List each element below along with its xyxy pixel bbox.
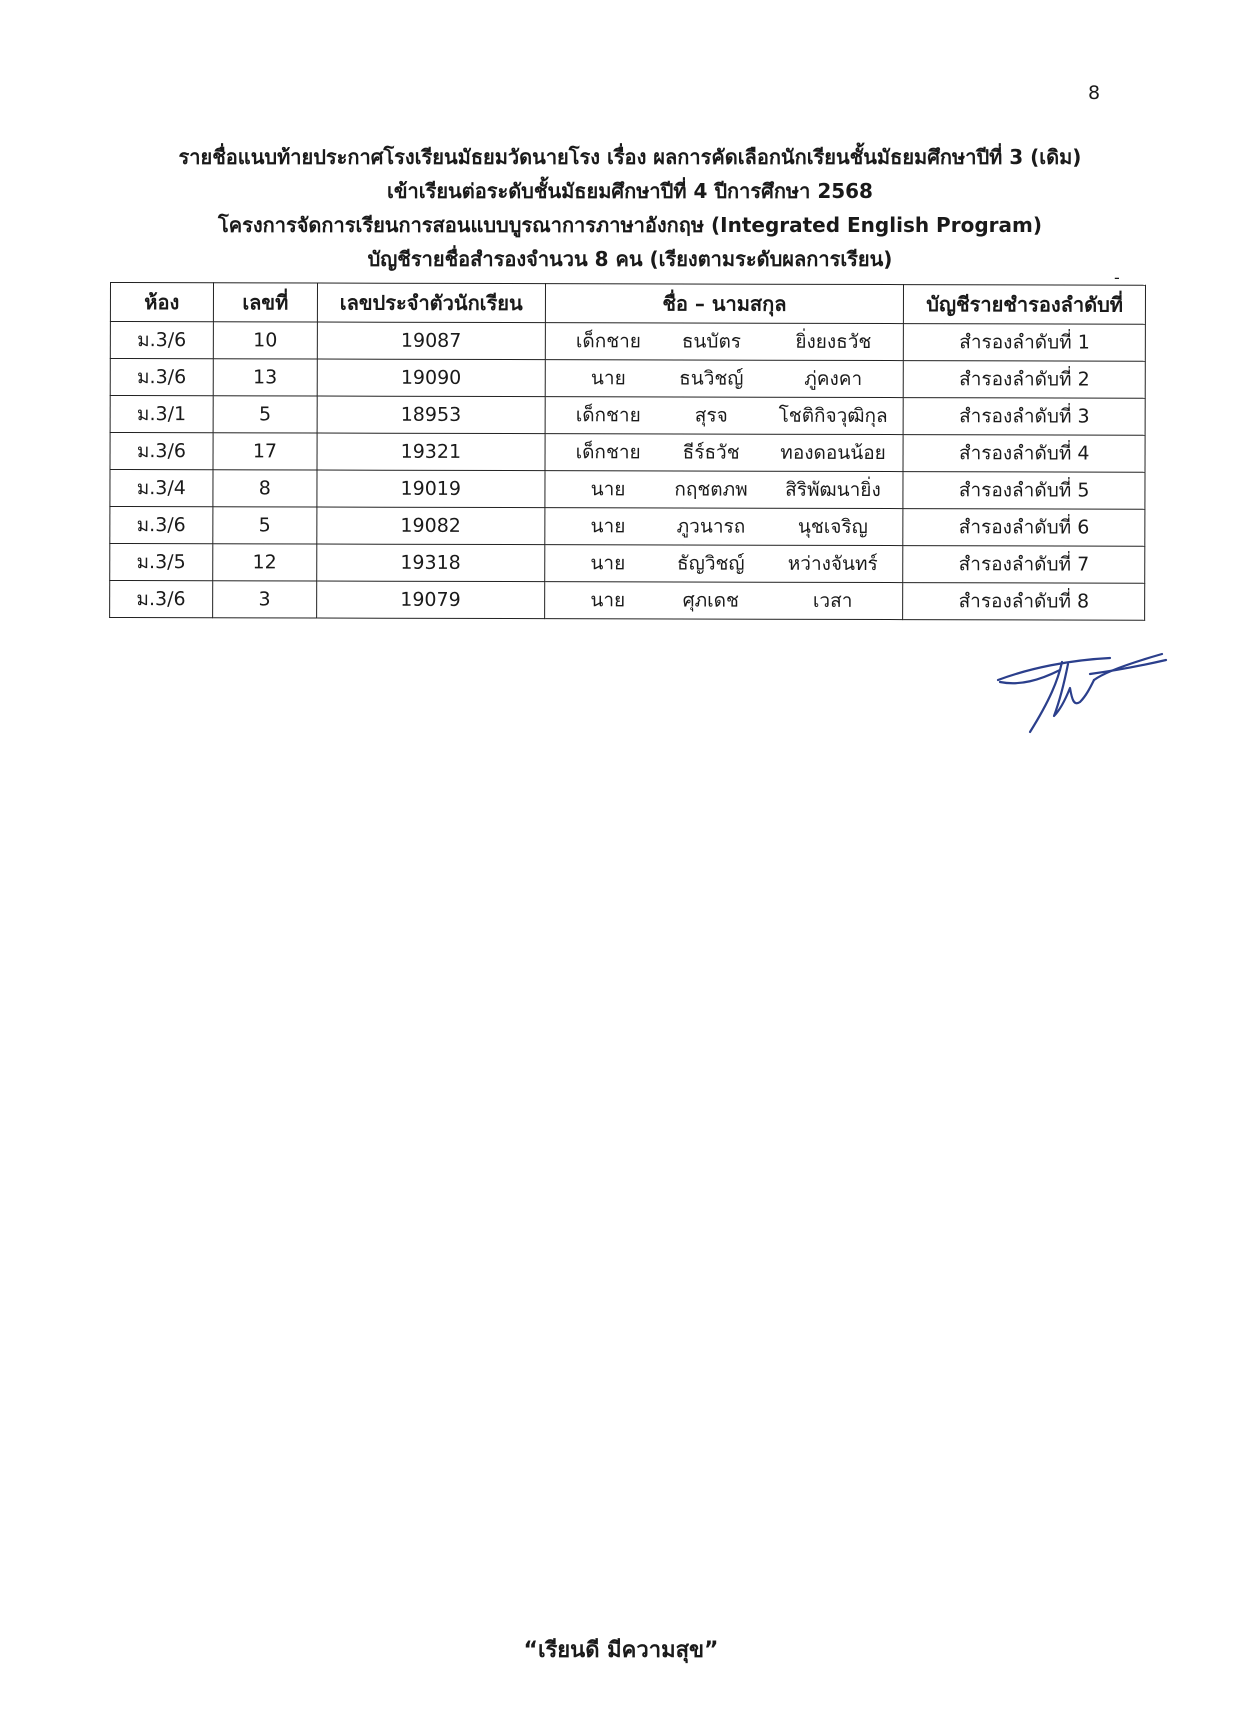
name-title: นาย — [590, 367, 626, 390]
table-row — [110, 322, 1145, 362]
table-row — [110, 544, 1145, 584]
header-room: ห้อง — [110, 283, 213, 322]
header-number: เลขที่ — [213, 283, 317, 322]
name-last: ยิ่งยงธวัช — [795, 330, 872, 353]
signature-mark — [990, 640, 1170, 740]
name-first: ธนวิชญ์ — [679, 367, 744, 390]
cell-student-id: 19082 — [317, 507, 545, 545]
cell-number: 5 — [213, 507, 317, 544]
cell-room: ม.3/4 — [110, 470, 213, 507]
cell-name — [545, 471, 904, 509]
name-first: ธีร์ธวัช — [682, 441, 740, 464]
name-last: โชติกิจวุฒิกุล — [778, 404, 888, 428]
cell-name — [544, 545, 903, 583]
cell-room: ม.3/6 — [110, 581, 213, 618]
cell-student-id: 19079 — [317, 581, 545, 619]
cell-rank: สำรองลำดับที่ 5 — [903, 472, 1145, 510]
name-title: เด็กชาย — [575, 330, 641, 353]
cell-name — [545, 323, 904, 361]
name-title: นาย — [590, 478, 626, 501]
name-first: สุรจ — [694, 404, 728, 427]
cell-rank: สำรองลำดับที่ 2 — [904, 361, 1146, 399]
cell-rank: สำรองลำดับที่ 6 — [903, 509, 1145, 547]
heading-line-1: รายชื่อแนบท้ายประกาศโรงเรียนมัธยมวัดนายโรง เรื่อง ผลการคัดเลือกนักเรียนชั้นมัธยมศึกษาปีที่ 3 (เดิม) — [178, 145, 1082, 169]
heading-line-4: บัญชีรายชื่อสำรองจำนวน 8 คน (เรียงตามระดับผลการเรียน) — [367, 247, 893, 271]
name-first: กฤชตภพ — [674, 478, 748, 501]
cell-rank: สำรองลำดับที่ 8 — [903, 583, 1145, 621]
signature — [990, 640, 1170, 744]
name-last: ทองดอนน้อย — [780, 441, 886, 465]
table-row — [110, 581, 1145, 621]
heading-line-3: โครงการจัดการเรียนการสอนแบบบูรณาการภาษาอังกฤษ (Integrated English Program) — [218, 213, 1042, 237]
table-header-row — [110, 283, 1145, 325]
cell-name — [544, 582, 903, 620]
name-title: เด็กชาย — [575, 404, 641, 427]
cell-name — [545, 360, 904, 398]
cell-room: ม.3/1 — [110, 396, 213, 433]
cell-room: ม.3/6 — [110, 433, 213, 470]
name-first: ภูวนารถ — [676, 515, 746, 538]
cell-number: 17 — [213, 433, 317, 470]
cell-room: ม.3/5 — [110, 544, 213, 581]
cell-room: ม.3/6 — [110, 359, 213, 396]
cell-student-id: 19090 — [317, 359, 545, 397]
cell-number: 10 — [213, 322, 317, 359]
cell-name — [545, 434, 904, 472]
cell-rank: สำรองลำดับที่ 1 — [904, 324, 1146, 362]
cell-student-id: 18953 — [317, 396, 545, 434]
table-row — [110, 507, 1145, 547]
cell-rank: สำรองลำดับที่ 4 — [903, 435, 1145, 473]
name-last: ภู่คงคา — [804, 367, 863, 390]
cell-room: ม.3/6 — [110, 507, 213, 544]
dash-mark: - — [1114, 268, 1120, 287]
cell-rank: สำรองลำดับที่ 3 — [904, 398, 1146, 436]
name-last: หว่างจันทร์ — [787, 552, 878, 576]
table-row — [110, 433, 1145, 473]
name-title: นาย — [590, 552, 626, 575]
cell-rank: สำรองลำดับที่ 7 — [903, 546, 1145, 584]
cell-student-id: 19318 — [317, 544, 545, 582]
table-body — [110, 322, 1146, 621]
cell-number: 5 — [213, 396, 317, 433]
header-student-id: เลขประจำตัวนักเรียน — [317, 283, 545, 323]
name-first: ธัญวิชญ์ — [677, 552, 745, 575]
table-row — [110, 470, 1145, 510]
cell-name — [545, 397, 904, 435]
header-name: ชื่อ – นามสกุล — [545, 284, 904, 324]
name-title: นาย — [590, 589, 626, 612]
cell-number: 12 — [212, 544, 316, 581]
table-row — [110, 396, 1145, 436]
name-title: เด็กชาย — [575, 441, 641, 464]
cell-room: ม.3/6 — [110, 322, 213, 359]
footer-slogan: “เรียนดี มีความสุข” — [523, 1638, 719, 1663]
cell-number: 13 — [213, 359, 317, 396]
cell-student-id: 19087 — [317, 322, 545, 360]
document-heading — [110, 140, 1150, 276]
name-title: นาย — [590, 515, 626, 538]
header-rank: บัญชีรายชำรองลำดับที่ — [904, 285, 1146, 325]
name-last: เวสา — [812, 589, 853, 612]
cell-name — [544, 508, 903, 546]
name-last: สิริพัฒนายิ่ง — [785, 478, 881, 502]
cell-number: 3 — [212, 581, 316, 618]
reserve-list-table — [109, 282, 1146, 621]
table-row — [110, 359, 1145, 399]
page-number: 8 — [1088, 82, 1101, 104]
cell-number: 8 — [213, 470, 317, 507]
name-first: ธนบัตร — [681, 330, 742, 353]
name-last: นุชเจริญ — [797, 515, 868, 538]
cell-student-id: 19321 — [317, 433, 545, 471]
name-first: ศุภเดช — [682, 589, 739, 612]
cell-student-id: 19019 — [317, 470, 545, 508]
heading-line-2: เข้าเรียนต่อระดับชั้นมัธยมศึกษาปีที่ 4 ปีการศึกษา 2568 — [387, 179, 873, 203]
